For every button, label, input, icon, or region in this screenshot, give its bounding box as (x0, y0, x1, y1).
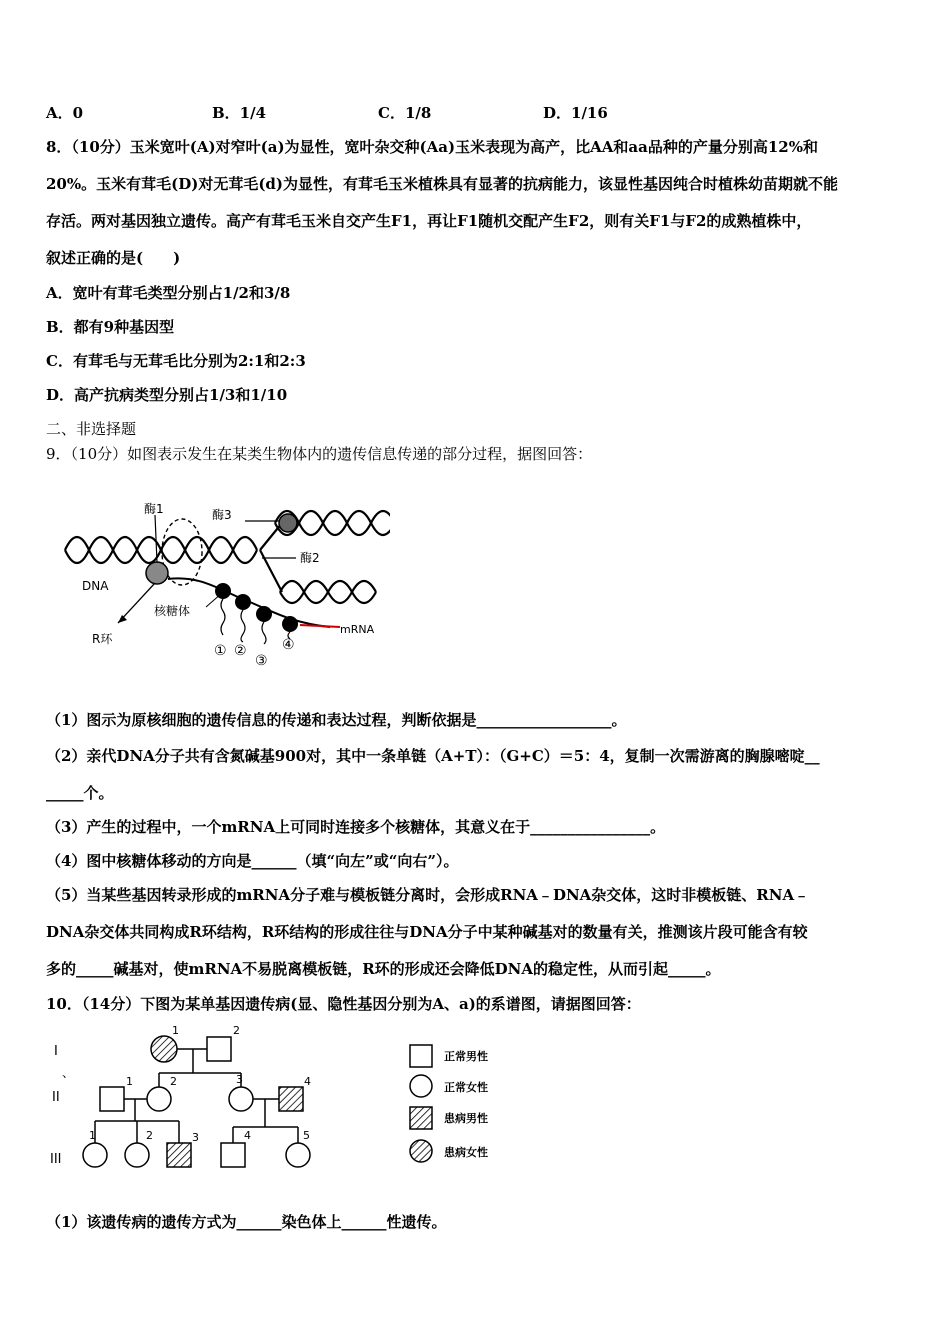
label-enzyme2: 酶2 (300, 551, 320, 565)
enzyme3-body (279, 514, 297, 532)
gen-label-3: III (50, 1152, 62, 1167)
label-rloop: R环 (92, 632, 113, 646)
q10-stem: 10．（14分）下图为某单基因遗传病(显、隐性基因分别为A、a)的系谱图，请据图回答： (46, 995, 641, 1013)
marker-4: ④ (282, 637, 295, 653)
dna-strand-lower-2 (280, 581, 376, 603)
marker-2: ② (234, 643, 247, 659)
gen2-female-normal-3 (229, 1087, 253, 1111)
ribosome-2 (235, 594, 251, 610)
q8-option-b: B．都有9种基因型 (46, 318, 175, 336)
enzyme1-body (146, 562, 168, 584)
q8-stem-line-4: 叙述正确的是( ) (46, 249, 181, 267)
label-ribosome: 核糖体 (154, 604, 191, 618)
legend-affected-female: 患病女性 (444, 1146, 488, 1159)
section-title: 二、非选择题 (46, 420, 137, 438)
legend-normal-male: 正常男性 (444, 1050, 488, 1063)
gen2-male-normal (100, 1087, 124, 1111)
gen2-num-3: 3 (236, 1073, 243, 1086)
q10-sub-1: （1）该遗传病的遗传方式为______染色体上______性遗传。 (46, 1213, 447, 1231)
q10-pedigree-chart (46, 1025, 516, 1180)
gen-label-2: II (52, 1090, 60, 1105)
gen3-num-1: 1 (89, 1129, 96, 1142)
ribosome-4 (282, 616, 298, 632)
marker-1: ① (214, 643, 227, 659)
gen2-num-1: 1 (126, 1075, 133, 1088)
label-enzyme3: 酶3 (212, 508, 232, 522)
q9-sub-5-line-3: 多的_____碱基对，使mRNA不易脱离模板链，R环的形成还会降低DNA的稳定性，从而引起_____。 (46, 960, 721, 978)
gen2-female-normal-2 (147, 1087, 171, 1111)
gen2-num-4: 4 (304, 1075, 311, 1088)
gen2-male-affected (279, 1087, 303, 1111)
q9-sub-3: （3）产生的过程中，一个mRNA上可同时连接多个核糖体，其意义在于________________。 (46, 818, 666, 836)
gen3-num-3: 3 (192, 1131, 199, 1144)
q7-option-c: C．1/8 (378, 104, 432, 122)
legend-affected-male-icon (410, 1107, 432, 1129)
q9-sub-4: （4）图中核糖体移动的方向是______（填“向左”或“向右”）。 (46, 852, 459, 870)
q9-stem: 9．（10分）如图表示发生在某类生物体内的遗传信息传递的部分过程，据图回答： (46, 445, 593, 463)
gen3-num-4: 4 (244, 1129, 251, 1142)
gen3-male-affected (167, 1143, 191, 1167)
gen-label-sep: 、 (62, 1066, 75, 1080)
q7-option-a: A．0 (46, 104, 84, 122)
gen3-num-5: 5 (303, 1129, 310, 1142)
q8-option-d: D．高产抗病类型分别占1/3和1/10 (46, 386, 288, 404)
gen1-num-2: 2 (233, 1025, 240, 1037)
q8-option-a: A．宽叶有茸毛类型分别占1/2和3/8 (46, 284, 291, 302)
q8-option-c: C．有茸毛与无茸毛比分别为2:1和2:3 (46, 352, 306, 370)
q8-stem-line-3: 存活。两对基因独立遗传。高产有茸毛玉米自交产生F1，再让F1随机交配产生F2，则有关F1与F2的成熟植株中， (46, 212, 812, 230)
gen3-num-2: 2 (146, 1129, 153, 1142)
legend-normal-female-icon (410, 1075, 432, 1097)
q9-sub-5-line-2: DNA杂交体共同构成R环结构，R环结构的形成往往与DNA分子中某种碱基对的数量有关，推测该片段可能含有较 (46, 923, 808, 941)
q8-stem-line-1: 8．（10分）玉米宽叶(A)对窄叶(a)为显性，宽叶杂交种(Aa)玉米表现为高产，比AA和aa品种的产量分别高12%和 (46, 138, 818, 156)
legend-affected-male: 患病男性 (444, 1112, 488, 1125)
q9-sub-2-cont: _____个。 (46, 784, 114, 802)
gen-label-1: I (54, 1044, 58, 1059)
gen1-male-normal (207, 1037, 231, 1061)
q7-option-d: D．1/16 (543, 104, 608, 122)
gen3-female-normal-2 (125, 1143, 149, 1167)
legend-normal-female: 正常女性 (444, 1081, 488, 1094)
q7-option-b: B．1/4 (212, 104, 267, 122)
label-enzyme1: 酶1 (144, 502, 164, 516)
legend-normal-male-icon (410, 1045, 432, 1067)
q9-transcription-figure (60, 495, 390, 670)
gen1-female-affected (151, 1036, 177, 1062)
q9-sub-1: （1）图示为原核细胞的遗传信息的传递和表达过程，判断依据是__________________。 (46, 711, 627, 729)
q9-sub-5-line-1: （5）当某些基因转录形成的mRNA分子难与模板链分离时，会形成RNA﹣DNA杂交体，这时非模板链、RNA﹣ (46, 886, 810, 904)
gen3-female-normal-1 (83, 1143, 107, 1167)
gen1-num-1: 1 (172, 1025, 179, 1037)
q8-stem-line-2: 20%。玉米有茸毛(D)对无茸毛(d)为显性，有茸毛玉米植株具有显著的抗病能力，该显性基因纯合时植株幼苗期就不能 (46, 175, 839, 193)
label-mrna: mRNA (340, 623, 375, 636)
gen3-female-normal-5 (286, 1143, 310, 1167)
gen3-male-normal (221, 1143, 245, 1167)
label-dna: DNA (82, 579, 109, 593)
gen2-num-2: 2 (170, 1075, 177, 1088)
legend-affected-female-icon (410, 1140, 432, 1162)
marker-3: ③ (255, 653, 268, 669)
ribosome-3 (256, 606, 272, 622)
q9-sub-2: （2）亲代DNA分子共有含氮碱基900对，其中一条单链（A+T）：（G+C）＝5：4，复制一次需游离的胸腺嘧啶__ (46, 747, 820, 765)
